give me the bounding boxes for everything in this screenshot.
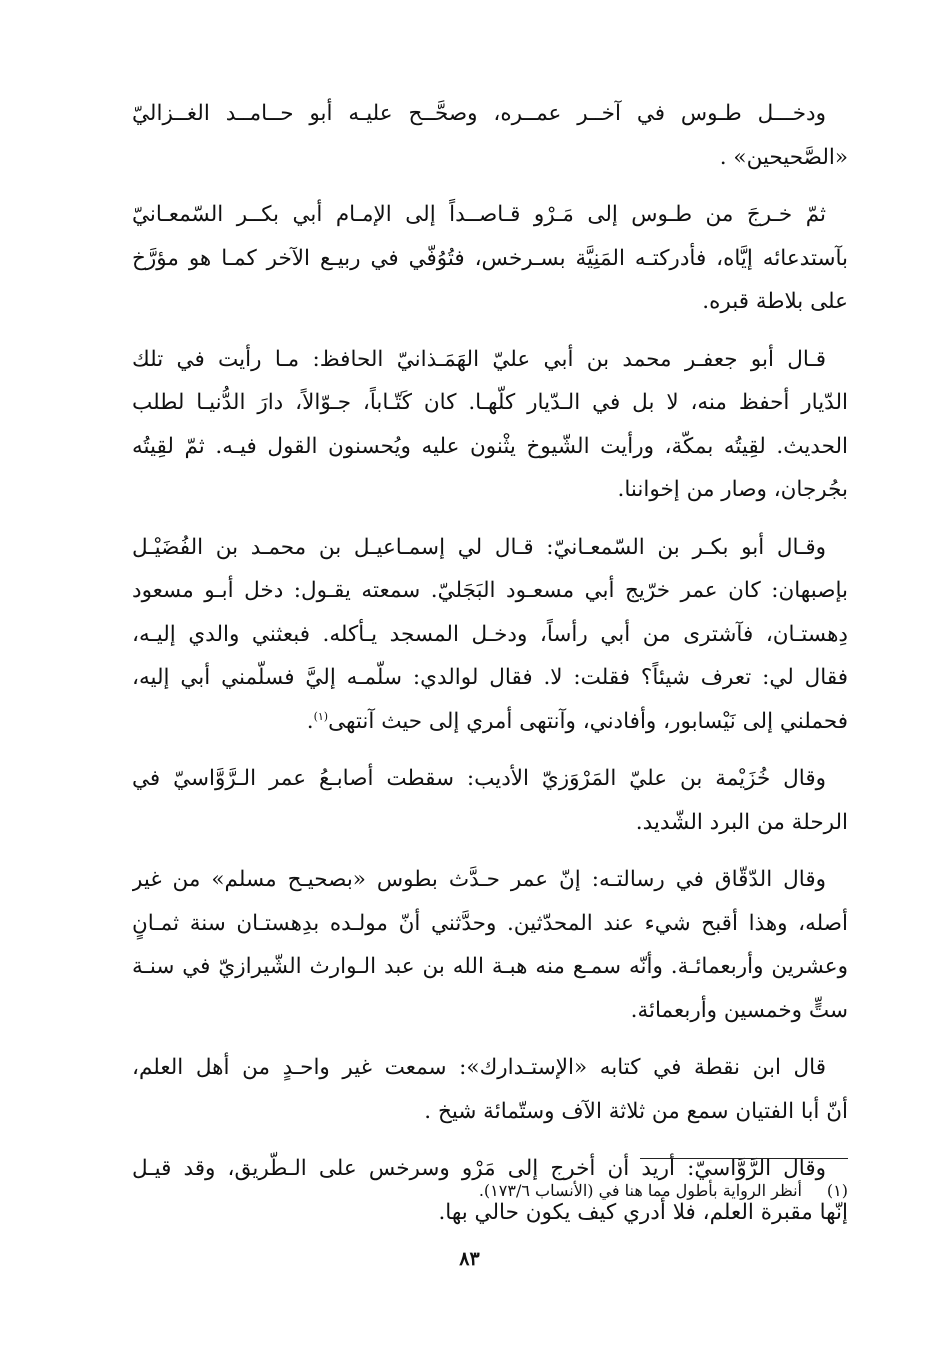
- page-body: [132, 92, 848, 1234]
- text-line: فقال لي: تعرف شيئاً؟ فقلت: لا. فقال لوالدي: سلّمـه إليَّ فسلّمني أبي إليه،: [132, 665, 848, 690]
- text-line: الدّيار أحفظ منه، لا بل في الـدّيار كلّهـا. كان كَتّـاباً، جـوّالاً، دارَ الدُّنيـا لطلب: [132, 390, 848, 415]
- text-line: ستٍّ وخمسين وأربعمائة.: [630, 997, 848, 1023]
- paragraph-7: [132, 1046, 848, 1133]
- text-line: أنّ أبا الفتيان سمع من ثلاثة الآف وستّمائة شيخ .: [424, 1098, 848, 1124]
- text-line-content: فحملني إلى نَيْسابور، وأفادني، وآنتهى أمري إلى حيث آنتهى: [328, 708, 848, 734]
- text-line: [132, 700, 848, 744]
- text-line: بإصبهان: كان عمر خرّيج أبي مسعـود البَجَليّ. سمعته يقـول: دخل أبـو مسعود: [132, 578, 848, 603]
- text-line: بآستدعائه إيَّاه، فأدركتـه المَنِيَّة بسـرخس، فتُوُفّي في ربيـع الآخر كمـا هو مؤرَّخ: [132, 245, 848, 271]
- footnote: [132, 1176, 848, 1206]
- paragraph-4: [132, 526, 848, 744]
- footnote-reference[interactable]: (١): [313, 709, 329, 723]
- text-line: بجُرجان، وصار من إخواننا.: [617, 477, 848, 502]
- text-line: أصله، وهذا أقبح شيء عند المحدّثين. وحدَّثني أنّ مولـده بدِهستـان سنة ثمـانٍ: [132, 910, 848, 936]
- text-line: على بلاطة قبره.: [702, 289, 848, 314]
- text-line: وقال خُزَيْمة بن عليّ المَرْوَزيّ الأديب: سقطت أصابـعُ عمر الـرَّوَّاسيّ في: [132, 766, 826, 791]
- text-line: وقال الرَّوَّاسيّ: أريد أن أخرج إلى مَرْو وسرخس على الـطّريق، وقد قيـل: [132, 1156, 826, 1181]
- text-line: الحديث. لقِيتُه بمكّة، ورأيت الشّيوخ يثْنون عليه ويُحسنون القول فيـه. ثمّ لقِيتُه: [132, 433, 848, 459]
- text-line: «الصَّحيحين» .: [719, 144, 848, 170]
- paragraph-2: [132, 193, 848, 324]
- footnote-number: (١): [826, 1181, 848, 1200]
- paragraph-1: [132, 92, 848, 179]
- text-line: الرحلة من البرد الشّديد.: [635, 809, 848, 835]
- text-line: دِهستـان، فآشترى من أبي رأساً، ودخـل المسجد يـأكله. فبعثني والدي إليـه،: [132, 621, 848, 647]
- paragraph-5: [132, 757, 848, 844]
- text-line: قال ابن نقطة في كتابه «الإستـدارك»: سمعت غير واحـدٍ من أهل العلم،: [132, 1055, 826, 1080]
- paragraph-6: [132, 858, 848, 1032]
- text-line: وقـال أبو بكـر بن السّمعـانيّ: قـال لي إسمـاعيـل بن محمـد بن الفُضَيْـل: [132, 534, 826, 560]
- text-line: قـال أبو جعفـر محمد بن أبي عليّ الهَمَـذانيّ الحافظ: مـا رأيت في تلك: [132, 346, 826, 372]
- text-line: ودخـــل طـوس في آخــر عمــره، وصحَّــح عليـه أبو حــامــد الغــزاليّ: [132, 101, 826, 126]
- text-line: وقال الدّقّاق في رسالتـه: إنّ عمر حـدَّث بطوس «بصحيـح مسلم» من غير: [132, 867, 826, 892]
- text-line: ثمّ خـرجَ من طـوس إلى مَـرْو قـاصــداً إلى الإمـام أبي بكــر السّمعـانيّ: [132, 202, 826, 227]
- text-line: إنّها مقبرة العلم، فلا أدري كيف يكون حالي بها.: [438, 1199, 848, 1225]
- footnote-divider: [640, 1158, 848, 1159]
- text-line-tail: .: [306, 708, 314, 734]
- footnote-text: أنظر الرواية بأطول مما هنا في (الأنساب ١٧٣/٦).: [478, 1181, 802, 1200]
- text-line: وعشرين وأربعمائـة. وأنّه سمـع منه هبـة الله بن عبد الـوارث الشّيرازيّ في سنـة: [132, 954, 848, 979]
- page-number: ٨٣: [459, 1248, 480, 1270]
- paragraph-3: [132, 338, 848, 512]
